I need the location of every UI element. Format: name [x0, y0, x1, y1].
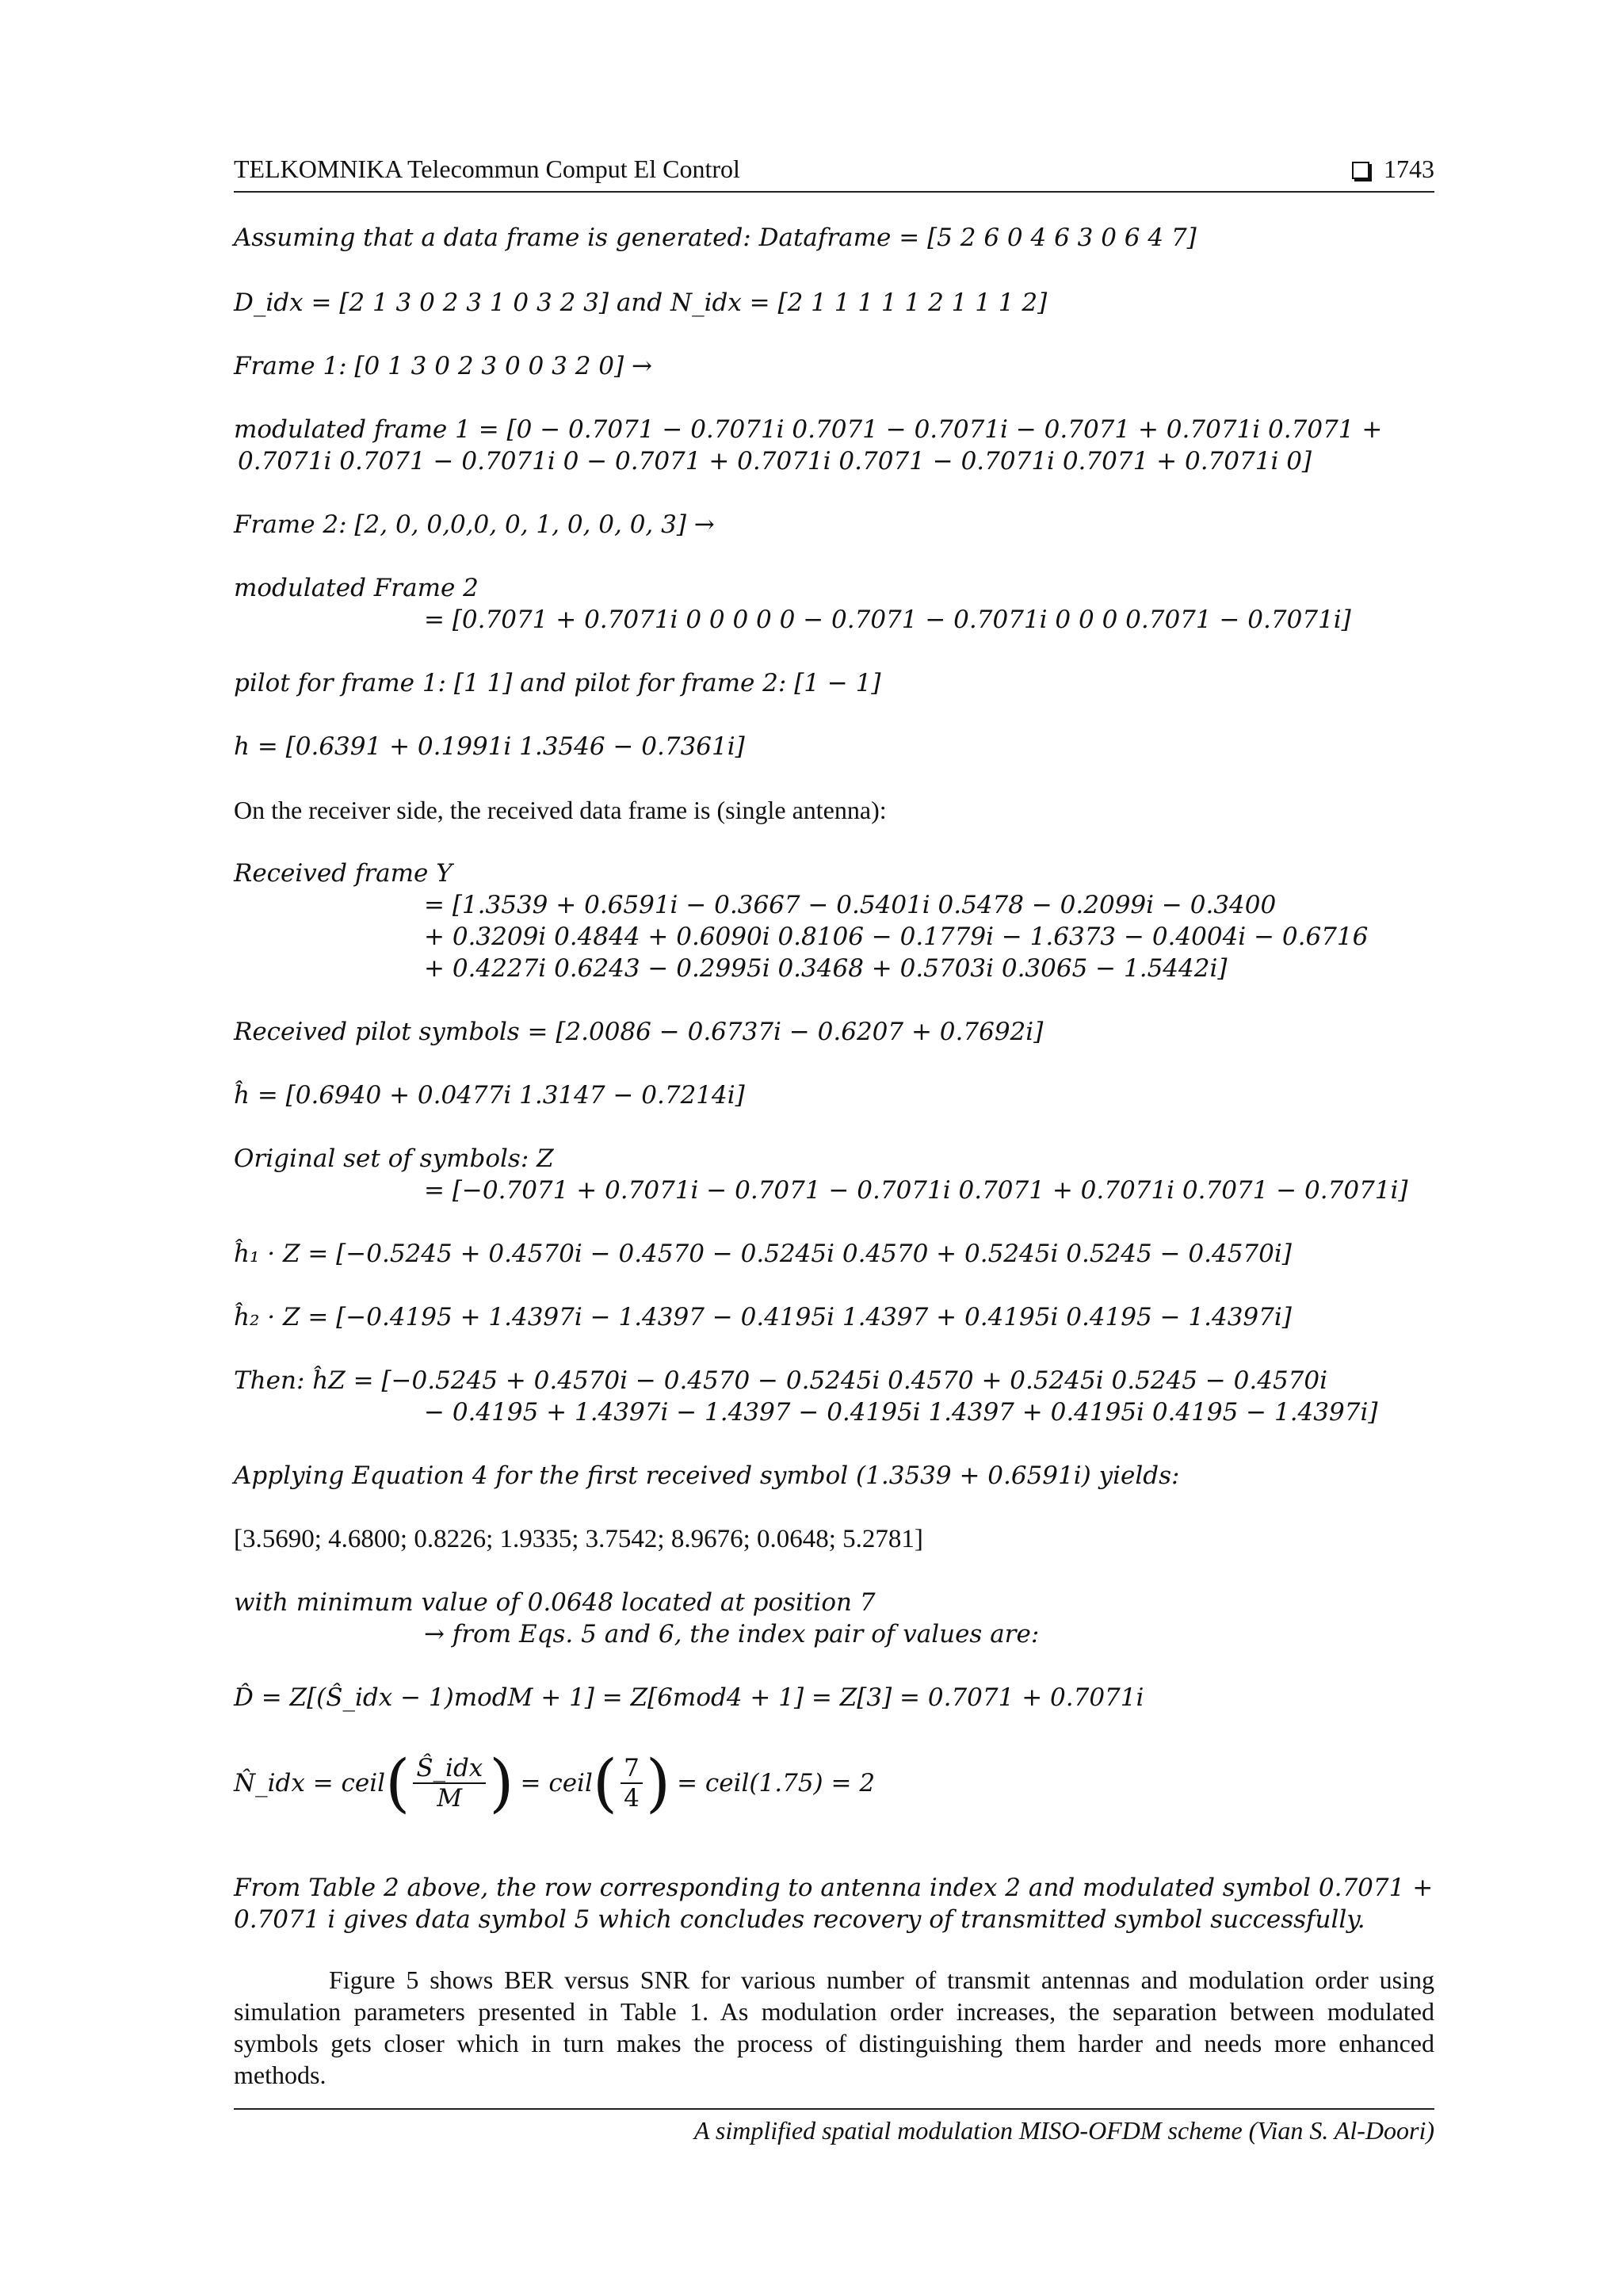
- equation-modulated-frame1-line2: 0.7071i 0.7071 − 0.7071i 0 − 0.7071 + 0.7071i 0.7071 − 0.7071i 0.7071 + 0.7071i 0]: [238, 447, 1312, 476]
- fraction-denominator: 4: [624, 1784, 640, 1813]
- fraction-denominator: M: [437, 1784, 463, 1813]
- values-list: [3.5690; 4.6800; 0.8226; 1.9335; 3.7542; 8.9676; 0.0648; 5.2781]: [234, 1525, 923, 1553]
- n-hat-rhs: = ceil(1.75) = 2: [677, 1769, 876, 1797]
- page-footer: A simplified spatial modulation MISO-OFDM scheme (Vian S. Al-Doori): [234, 2108, 1434, 2145]
- paragraph-figure5: [234, 1964, 1434, 2091]
- equation-frame1: Frame 1: [0 1 3 0 2 3 0 0 3 2 0] →: [234, 352, 652, 380]
- equation-received-frame-line4: + 0.4227i 0.6243 − 0.2995i 0.3468 + 0.5703i 0.3065 − 1.5442i]: [424, 954, 1228, 983]
- equation-dataframe: Assuming that a data frame is generated: Dataframe = [5 2 6 0 4 6 3 0 6 4 7]: [234, 223, 1197, 252]
- right-paren: ): [645, 1746, 671, 1820]
- equation-from-table-line1: From Table 2 above, the row corresponding to antenna index 2 and modulated symbol 0.7071 +: [234, 1874, 1434, 1902]
- page-header: [234, 155, 1434, 193]
- fraction-7-over-4: [621, 1754, 643, 1813]
- checkbox-icon: [1352, 162, 1369, 179]
- paragraph-receiver: On the receiver side, the received data frame is (single antenna):: [234, 796, 887, 824]
- right-paren: ): [489, 1746, 514, 1820]
- equation-d-hat: D̂ = Z[(Ŝ_idx − 1)modM + 1] = Z[6mod4 + 1] = Z[3] = 0.7071 + 0.7071i: [234, 1683, 1144, 1712]
- n-hat-lhs: N̂_idx = ceil: [234, 1769, 386, 1797]
- equation-pilot: pilot for frame 1: [1 1] and pilot for frame 2: [1 − 1]: [234, 669, 881, 697]
- fraction-numerator: 7: [621, 1754, 643, 1784]
- fraction-s-over-m: [413, 1754, 486, 1813]
- equation-didx-nidx: D_idx = [2 1 3 0 2 3 1 0 3 2 3] and N_idx = [2 1 1 1 1 1 2 1 1 1 2]: [234, 288, 1048, 317]
- equation-modulated-frame2-line1: modulated Frame 2: [234, 574, 479, 602]
- equation-h1z: ĥ₁ · Z = [−0.5245 + 0.4570i − 0.4570 − 0.5245i 0.4570 + 0.5245i 0.5245 − 0.4570i]: [234, 1240, 1292, 1268]
- equation-modulated-frame1-line1: modulated frame 1 = [0 − 0.7071 − 0.7071i 0.7071 − 0.7071i − 0.7071 + 0.7071i 0.7071 +: [234, 415, 1383, 444]
- equation-modulated-frame2-line2: = [0.7071 + 0.7071i 0 0 0 0 0 − 0.7071 − 0.7071i 0 0 0 0.7071 − 0.7071i]: [424, 606, 1351, 634]
- equation-h2z: ĥ₂ · Z = [−0.4195 + 1.4397i − 1.4397 − 0.4195i 1.4397 + 0.4195i 0.4195 − 1.4397i]: [234, 1303, 1292, 1331]
- equation-received-frame-line3: + 0.3209i 0.4844 + 0.6090i 0.8106 − 0.1779i − 1.6373 − 0.4004i − 0.6716: [424, 923, 1369, 951]
- equation-original-set-line1: Original set of symbols: Z: [234, 1144, 554, 1173]
- equation-h-hat: ĥ = [0.6940 + 0.0477i 1.3147 − 0.7214i]: [234, 1081, 745, 1110]
- equation-minimum-line2: → from Eqs. 5 and 6, the index pair of values are:: [424, 1620, 1040, 1648]
- equation-minimum-line1: with minimum value of 0.0648 located at position 7: [234, 1588, 876, 1617]
- equation-received-pilot: Received pilot symbols = [2.0086 − 0.6737i − 0.6207 + 0.7692i]: [234, 1018, 1044, 1046]
- equation-received-frame-line2: = [1.3539 + 0.6591i − 0.3667 − 0.5401i 0.5478 − 0.2099i − 0.3400: [424, 891, 1277, 919]
- page-number-value: 1743: [1384, 155, 1434, 183]
- left-paren: (: [385, 1746, 411, 1820]
- equation-then-line2: − 0.4195 + 1.4397i − 1.4397 − 0.4195i 1.4397 + 0.4195i 0.4195 − 1.4397i]: [424, 1398, 1378, 1427]
- equation-applying: Applying Equation 4 for the first received symbol (1.3539 + 0.6591i) yields:: [234, 1461, 1180, 1490]
- equation-received-frame-line1: Received frame Y: [234, 859, 453, 888]
- fraction-numerator: Ŝ_idx: [413, 1754, 486, 1784]
- equation-original-set-line2: = [−0.7071 + 0.7071i − 0.7071 − 0.7071i 0.7071 + 0.7071i 0.7071 − 0.7071i]: [424, 1176, 1408, 1205]
- equation-h: h = [0.6391 + 0.1991i 1.3546 − 0.7361i]: [234, 732, 745, 761]
- left-paren: (: [592, 1746, 618, 1820]
- equation-from-table-line2: 0.7071 i gives data symbol 5 which concludes recovery of transmitted symbol successfully.: [234, 1905, 1365, 1934]
- journal-title: TELKOMNIKA Telecommun Comput El Control: [234, 155, 740, 183]
- equation-frame2: Frame 2: [2, 0, 0,0,0, 0, 1, 0, 0, 0, 3] →: [234, 510, 715, 539]
- n-hat-mid: = ceil: [520, 1769, 593, 1797]
- paragraph-figure5-text: Figure 5 shows BER versus SNR for various number of transmit antennas and modulation order using simulation parameters presented in Table 1. As modulation order increases, the separation between modulated symbols gets closer which in turn makes the process of distinguishing them harder and needs more enhanced methods.: [234, 1966, 1434, 2089]
- equation-then-line1: Then: ĥZ = [−0.5245 + 0.4570i − 0.4570 − 0.5245i 0.4570 + 0.5245i 0.5245 − 0.4570i: [234, 1366, 1328, 1395]
- page-number: [1352, 155, 1434, 184]
- equation-n-hat: [234, 1740, 875, 1827]
